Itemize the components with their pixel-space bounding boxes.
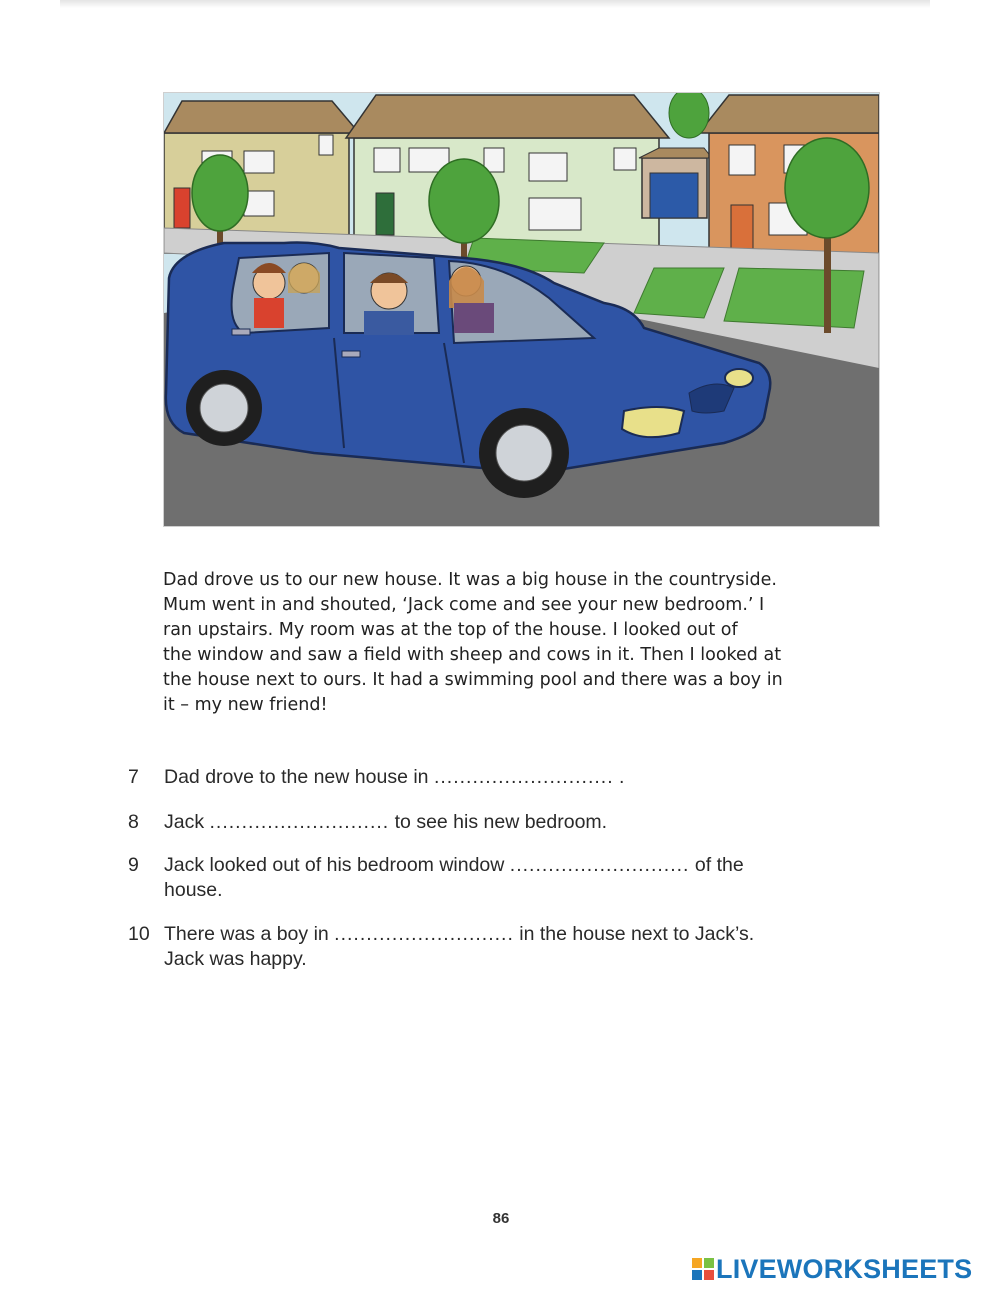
car-family-street-illustration (164, 93, 879, 526)
story-line: it – my new friend! (163, 695, 328, 715)
answer-blank[interactable]: ............................ (433, 766, 614, 788)
answer-blank[interactable]: ............................ (334, 923, 514, 945)
story-line: Mum went in and shouted, ‘Jack come and see your new bedroom.’ I (163, 595, 765, 615)
page-number: 86 (492, 1210, 510, 1227)
story-line: the house next to ours. It had a swimming pool and there was a boy in (163, 670, 783, 690)
question-text: in the house next to Jack’s. (513, 923, 755, 945)
story-text (163, 568, 893, 718)
question-text: Jack (164, 811, 210, 833)
question-text: of the (689, 854, 744, 876)
question-text: Dad drove to the new house in (164, 766, 434, 788)
liveworksheets-brand[interactable] (692, 1254, 972, 1284)
question-text: Jack looked out of his bedroom window (164, 854, 510, 876)
question-text: Jack was happy. (164, 948, 307, 970)
story-line: ran upstairs. My room was at the top of the house. I looked out of (163, 620, 738, 640)
story-line: Dad drove us to our new house. It was a big house in the countryside. (163, 570, 777, 590)
question-number: 9 (128, 854, 139, 876)
garage (639, 148, 712, 218)
question-text: to see his new bedroom. (389, 811, 608, 833)
question-number: 10 (128, 923, 150, 945)
question-text: house. (164, 879, 223, 901)
story-line: the window and saw a field with sheep and cows in it. Then I looked at (163, 645, 782, 665)
question-text: . (613, 766, 625, 788)
answer-blank[interactable]: ............................ (509, 854, 690, 876)
page-top-shadow (60, 0, 930, 8)
brand-name: LIVEWORKSHEETS (716, 1253, 973, 1284)
liveworksheets-logo-icon (692, 1258, 714, 1280)
story-illustration (163, 92, 880, 527)
answer-blank[interactable]: ............................ (209, 811, 390, 833)
question-number: 8 (128, 811, 139, 833)
question-text: There was a boy in (164, 923, 335, 945)
question-number: 7 (128, 766, 139, 788)
